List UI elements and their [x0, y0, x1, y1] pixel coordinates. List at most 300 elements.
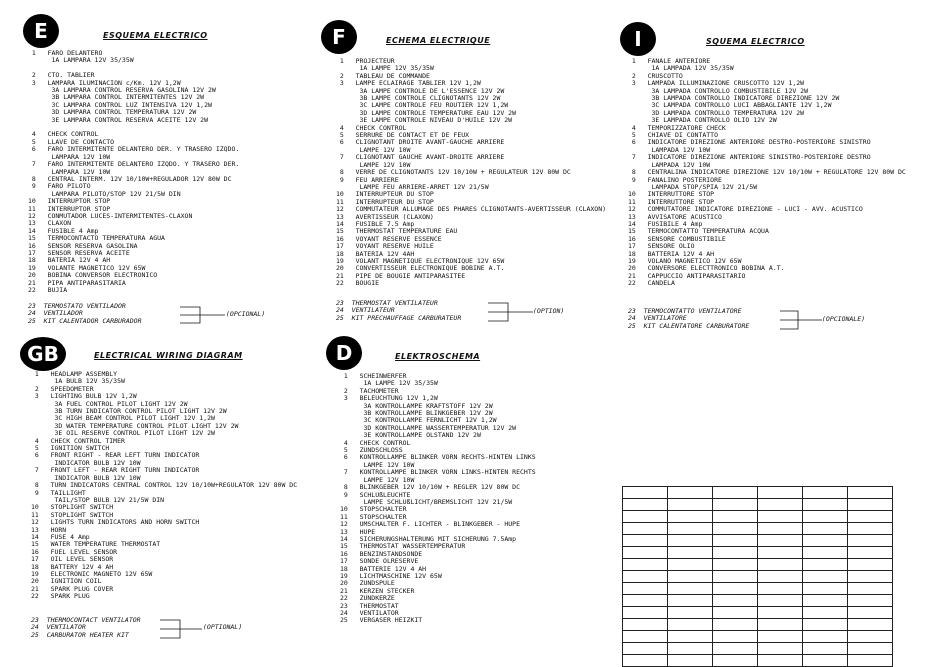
table-cell	[623, 535, 668, 547]
list-item: 9 TAILLIGHT	[31, 488, 86, 497]
list-item: 5 SERRURE DE CONTACT ET DE FEUX	[336, 131, 470, 140]
table-cell	[668, 499, 713, 511]
list-item: 14 FUSIBLE 4 Amp	[28, 226, 99, 235]
optional-item: 24 VENTILADOR	[28, 309, 83, 318]
table-cell	[623, 631, 668, 643]
table-cell	[848, 535, 893, 547]
list-item: 20 CONVERSORE ELECTTRONICO BOBINA A.T.	[628, 264, 785, 273]
table-cell	[668, 619, 713, 631]
list-item: 10 STOPLIGHT SWITCH	[31, 503, 114, 512]
table-cell	[758, 523, 803, 535]
table-cell	[848, 643, 893, 655]
table-cell	[848, 631, 893, 643]
list-item: 20 BOBINA CONVERSOR ELECTRONICO	[28, 271, 158, 280]
table-row	[623, 607, 893, 619]
table-cell	[713, 535, 758, 547]
list-item: 7 FARO INTERMITENTE DELANTERO IZQDO. Y TRASERO DER.	[28, 160, 240, 169]
table-cell	[668, 655, 713, 667]
table-cell	[713, 487, 758, 499]
list-item: 4 TEMPORIZZATORE CHECK	[628, 123, 726, 132]
optional-list	[28, 303, 142, 325]
list-item: 1 SCHEINWERFER	[340, 372, 407, 380]
table-cell	[623, 619, 668, 631]
table-cell	[713, 499, 758, 511]
list-item: LAMPARA 12V 10W	[28, 167, 111, 176]
list-item: 4 CHECK CONTROL	[336, 123, 407, 132]
table-cell	[803, 631, 848, 643]
list-item: 5 IGNITION SWITCH	[31, 444, 110, 453]
list-item: 12 COMMUTATORE INDICATORE DIREZIONE - LUCI - AVV. ACUSTICO	[628, 205, 863, 214]
list-item: 3E LAMPADA CONTROLLO OLIO 12V 2W	[628, 116, 777, 125]
list-item: 11 STOPSCHALTER	[340, 512, 407, 521]
table-cell	[848, 619, 893, 631]
list-item: 3B LAMPE CONTROLE CLIGNOTANTS 12V 2W	[336, 94, 501, 103]
list-item: 6 CLIGNOTANT DROITE AVANT-GAUCHE ARRIERE	[336, 138, 505, 147]
list-item: LAMPADA STOP/SPIA 12V 21/5W	[628, 182, 758, 191]
list-item: 7 KONTROLLAMPE BLINKER VORN LINKS-HINTEN RECHTS	[340, 468, 536, 477]
list-item: 25 VERGASER HEIZKIT	[340, 616, 423, 625]
table-cell	[803, 511, 848, 523]
table-cell	[758, 535, 803, 547]
optional-list	[336, 300, 461, 322]
list-item: 2 TACHOMETER	[340, 386, 399, 395]
optional-item: 25 KIT PRECHAUFFAGE CARBURATEUR	[336, 313, 462, 322]
component-list	[31, 371, 297, 601]
list-item: 2 CTO. TABLIER	[28, 71, 95, 80]
list-item: 9 FARO PILOTO	[28, 182, 91, 191]
table-cell	[803, 607, 848, 619]
table-cell	[848, 523, 893, 535]
list-item: 3C LAMPE CONTROLE FEU ROUTIER 12V 1,2W	[336, 101, 509, 110]
table-cell	[623, 487, 668, 499]
list-item: 3D LAMPARA CONTROL TEMPERATURA 12V 2W	[28, 108, 197, 117]
table-cell	[668, 631, 713, 643]
list-item: 4 CHECK CONTROL	[28, 130, 99, 139]
list-item: LAMPE 12V 10W	[340, 460, 415, 469]
optional-list	[31, 617, 141, 639]
list-item: INDICATOR BULB 12V 10W	[31, 458, 141, 467]
table-row	[623, 511, 893, 523]
list-item: 3 BELEUCHTUNG 12V 1,2W	[340, 394, 438, 403]
list-item: 19 VOLANTE MAGNETICO 12V 65W	[28, 263, 146, 272]
table-cell	[803, 487, 848, 499]
list-item: 3A KONTROLLAMPE KRAFTSTOFF 12V 2W	[340, 401, 493, 410]
optional-item: 23 THERMOCONTACT VENTILATOR	[31, 616, 141, 624]
list-item: 15 THERMOSTAT TEMPERATURE EAU	[336, 227, 458, 236]
table-cell	[668, 583, 713, 595]
panel-title: ELECTRICAL WIRING DIAGRAM	[94, 351, 243, 360]
optional-item: 25 KIT CALENTADOR CARBURADOR	[28, 316, 142, 325]
list-item: 3 LAMPADA ILLUMINAZIONE CRUSCOTTO 12V 1,2W	[628, 79, 805, 88]
table-cell	[623, 547, 668, 559]
list-item: 13 AVVISATORE ACUSTICO	[628, 212, 722, 221]
table-cell	[668, 559, 713, 571]
list-item: 3A FUEL CONTROL PILOT LIGHT 12V 2W	[31, 399, 188, 408]
table-cell	[713, 511, 758, 523]
list-item: 8 BLINKGEBER 12V 10/10W + REGLER 12V 80W DC	[340, 483, 521, 492]
table-cell	[713, 643, 758, 655]
list-item: 12 CONMUTADOR LUCES-INTERMITENTES-CLAXON	[28, 211, 193, 220]
list-item: 12 LIGHTS TURN INDICATORS AND HORN SWITCH	[31, 518, 200, 527]
table-row	[623, 499, 893, 511]
list-item: 2 SPEEDOMETER	[31, 384, 94, 393]
list-item: 3 LAMPE ECLAIRAGE TABLIER 12V 1,2W	[336, 79, 481, 88]
table-cell	[803, 559, 848, 571]
table-row	[623, 643, 893, 655]
table-cell	[713, 559, 758, 571]
list-item: TAIL/STOP BULB 12V 21/5W DIN	[31, 495, 165, 504]
list-item: 4 CHECK CONTROL TIMER	[31, 436, 125, 445]
table-cell	[668, 523, 713, 535]
table-row	[623, 547, 893, 559]
table-cell	[848, 511, 893, 523]
optional-item: 25 CARBURATOR HEATER KIT	[31, 630, 129, 639]
list-item: 2 TABLEAU DE COMMANDE	[336, 71, 430, 80]
table-row	[623, 595, 893, 607]
list-item: 18 BATTERIA 12V 4 AH	[628, 249, 715, 258]
list-item: 9 FEU ARRIERE	[336, 175, 399, 184]
list-item: 1 HEADLAMP ASSEMBLY	[31, 370, 118, 378]
table-cell	[803, 595, 848, 607]
list-item: LAMPE FEU ARRIERE-ARRET 12V 21/5W	[336, 182, 489, 191]
list-item: 3D LAMPADA CONTROLLO TEMPERATURA 12V 2W	[628, 108, 805, 117]
table-cell	[623, 643, 668, 655]
optional-label: (OPTION)	[533, 307, 565, 315]
list-item: 9 FANALINO POSTERIORE	[628, 175, 722, 184]
table-cell	[713, 571, 758, 583]
table-cell	[623, 607, 668, 619]
panel-title: ESQUEMA ELECTRICO	[103, 31, 208, 40]
table-cell	[668, 643, 713, 655]
list-item: 6 FRONT RIGHT - REAR LEFT TURN INDICATOR	[31, 451, 200, 460]
list-item: 7 FRONT LEFT - REAR RIGHT TURN INDICATOR	[31, 466, 200, 475]
list-item: 1A BULB 12V 35/35W	[31, 377, 125, 386]
component-list	[28, 50, 239, 294]
table-cell	[623, 511, 668, 523]
list-item: 1 FANALE ANTERIORE	[628, 57, 711, 65]
list-item: 9 SCHLUßLEUCHTE	[340, 490, 411, 499]
list-item: 3B KONTROLLAMPE BLINKGEBER 12V 2W	[340, 409, 493, 418]
list-item: 16 FUEL LEVEL SENSOR	[31, 547, 118, 556]
list-item: 21 PIPA ANTIPARASITARIA	[28, 278, 126, 287]
language-badge: I	[620, 22, 656, 56]
list-item: 20 CONVERTISSEUR ELECTRONIQUE BOBINE A.T.	[336, 264, 505, 273]
table-cell	[848, 499, 893, 511]
table-cell	[713, 595, 758, 607]
list-item: 3C LAMPADA CONTROLLO LUCI ABBAGLIANTE 12V 1,2W	[628, 101, 832, 110]
list-item: LAMPADA 12V 10W	[628, 160, 711, 169]
list-item: 21 CAPPUCCIO ANTIPARASITARIO	[628, 271, 746, 280]
table-cell	[758, 571, 803, 583]
list-item: 14 FUSIBLE 7.5 Amp	[336, 219, 415, 228]
table-cell	[668, 595, 713, 607]
list-item: 16 SENSOR RESERVA GASOLINA	[28, 241, 138, 250]
table-cell	[668, 571, 713, 583]
list-item: 2 CRUSCOTTO	[628, 71, 683, 80]
list-item: 13 HUPE	[340, 527, 376, 536]
table-cell	[713, 607, 758, 619]
table-cell	[848, 607, 893, 619]
table-body	[623, 487, 893, 667]
table-cell	[848, 595, 893, 607]
list-item: 3B LAMPARA CONTROL INTERMITENTES 12V 2W	[28, 93, 205, 102]
panel-title: SQUEMA ELECTRICO	[706, 37, 805, 46]
optional-bracket	[180, 305, 230, 325]
component-list	[628, 58, 906, 288]
list-item: 21 PIPE DE BOUGIE ANTIPARASITEE	[336, 271, 466, 280]
list-item: 16 BENZINSTANDSONDE	[340, 549, 423, 558]
table-cell	[713, 631, 758, 643]
list-item: 12 UMSCHALTER F. LICHTER - BLINKGEBER - HUPE	[340, 520, 521, 529]
list-item: 10 STOPSCHALTER	[340, 505, 407, 514]
language-badge: E	[23, 14, 59, 48]
list-item: 22 ZUNDKERZE	[340, 594, 395, 603]
optional-list	[628, 308, 749, 330]
list-item: 8 VERRE DE CLIGNOTANTS 12V 10/10W + REGULATEUR 12V 80W DC	[336, 168, 571, 177]
list-item: 6 KONTROLLAMPE BLINKER VORN RECHTS-HINTEN LINKS	[340, 453, 536, 462]
list-item: 19 VOLANO MAGNETICO 12V 65W	[628, 256, 742, 265]
list-item: 3C KONTROLLAMPE FERNLICHT 12V 1,2W	[340, 416, 497, 425]
table-cell	[803, 619, 848, 631]
table-cell	[713, 655, 758, 667]
list-item: INDICATOR BULB 12V 10W	[31, 473, 141, 482]
table-cell	[623, 559, 668, 571]
list-item: 8 CENTRALINA INDICATORE DIREZIONE 12V 10/10W + REGULATORE 12V 80W DC	[628, 168, 906, 177]
table-cell	[758, 643, 803, 655]
list-item: 6 INDICATORE DIREZIONE ANTERIORE DESTRO-POSTERIORE SINISTRO	[628, 138, 871, 147]
list-item: 6 FARO INTERMITENTE DELANTERO DER. Y TRASERO IZQDO.	[28, 145, 240, 154]
table-cell	[803, 523, 848, 535]
table-cell	[803, 535, 848, 547]
list-item: 17 SONDE OLRESERVE	[340, 557, 419, 566]
table-cell	[713, 523, 758, 535]
language-badge: F	[321, 20, 357, 54]
list-item: 24 VENTILATOR	[340, 609, 399, 617]
list-item: 12 COMMUTATEUR ALLUMAGE DES PHARES CLIGNOTANTS-AVERTISSEUR (CLAXON)	[336, 205, 607, 214]
list-item: 7 INDICATORE DIREZIONE ANTERIORE SINISTRO-POSTERIORE DESTRO	[628, 153, 871, 162]
optional-item: 24 VENTILATEUR	[336, 306, 395, 315]
list-item: 3D WATER TEMPERATURE CONTROL PILOT LIGHT 12V 2W	[31, 421, 239, 430]
list-item: 22 CANDELA	[628, 279, 675, 288]
list-item: 10 INTERRUPTEUR DU STOP	[336, 190, 434, 199]
optional-bracket	[488, 301, 538, 323]
list-item: LAMPE 12V 10W	[340, 475, 415, 484]
table-row	[623, 583, 893, 595]
list-item: 3 LAMPARA ILUMINACION c/Km. 12V 1,2W	[28, 78, 181, 87]
list-item: 1 FARO DELANTERO	[28, 49, 103, 57]
list-item: 15 WATER TEMPERATURE THERMOSTAT	[31, 540, 161, 549]
list-item: 3A LAMPARA CONTROL RESERVA GASOLINA 12V 2W	[28, 86, 216, 95]
table-cell	[668, 487, 713, 499]
list-item: 11 INTERRUTTORE STOP	[628, 197, 715, 206]
table-cell	[758, 499, 803, 511]
list-item: LAMPE SCHLUßLICHT/BREMSLICHT 12V 21/5W	[340, 497, 513, 506]
list-item: 18 BATTERY 12V 4 AH	[31, 562, 114, 571]
list-item: 11 STOPLIGHT SWITCH	[31, 510, 114, 519]
list-item: 10 INTERRUTTORE STOP	[628, 190, 715, 199]
table-cell	[713, 547, 758, 559]
list-item: 17 SENSOR RESERVA ACEITE	[28, 248, 130, 257]
list-item: 3A LAMPE CONTROLE DE L'ESSENCE 12V 2W	[336, 86, 505, 95]
optional-item: 25 KIT CALENTATORE CARBURATORE	[628, 321, 750, 330]
list-item: 3C LAMPARA CONTROL LUZ INTENSIVA 12V 1,2W	[28, 100, 212, 109]
list-item: 21 SPARK PLUG COVER	[31, 584, 114, 593]
component-list	[340, 373, 536, 625]
table-cell	[803, 571, 848, 583]
panel-title: ECHEMA ELECTRIQUE	[386, 36, 491, 45]
table-cell	[803, 643, 848, 655]
language-badge: GB	[20, 337, 66, 371]
list-item: 4 CHECK CONTROL	[340, 438, 411, 447]
list-item: 22 BUJIA	[28, 286, 68, 294]
list-item: 3E KONTROLLAMPE OLSTAND 12V 2W	[340, 431, 481, 440]
list-item: 1A LAMPE 12V 35/35W	[340, 379, 438, 388]
table-cell	[803, 499, 848, 511]
optional-label: (OPTIONAL)	[203, 623, 243, 631]
list-item: 1A LAMPADA 12V 35/35W	[628, 64, 734, 73]
list-item: 13 HORN	[31, 525, 67, 534]
optional-label: (OPCIONALE)	[822, 315, 866, 323]
optional-label: (OPCIONAL)	[226, 310, 266, 318]
list-item: 15 THERMOSTAT WASSERTEMPERATUR	[340, 542, 466, 551]
list-item: 11 INTERRUPTEUR DU STOP	[336, 197, 434, 206]
list-item: 16 VOYANT RESERVE ESSENCE	[336, 234, 442, 243]
list-item: 20 ZUNDSPULE	[340, 579, 395, 588]
table-row	[623, 487, 893, 499]
table-row	[623, 619, 893, 631]
table-cell	[623, 523, 668, 535]
table-row	[623, 655, 893, 667]
list-item: LAMPADA 12V 10W	[628, 145, 711, 154]
list-item: 3D KONTROLLAMPE WASSERTEMPERATUR 12V 2W	[340, 423, 517, 432]
list-item: LAMPARA 12V 10W	[28, 152, 111, 161]
table-cell	[848, 547, 893, 559]
table-cell	[623, 571, 668, 583]
table-cell	[758, 631, 803, 643]
list-item: 5 CHIAVE DI CONTATTO	[628, 131, 719, 140]
table-cell	[848, 655, 893, 667]
list-item: 16 SENSORE COMBUSTIBILE	[628, 234, 726, 243]
table-row	[623, 535, 893, 547]
list-item: 18 BATERIA 12V 4AH	[336, 249, 415, 258]
optional-item: 23 TERMOSTATO VENTILADOR	[28, 302, 126, 310]
table-cell	[623, 583, 668, 595]
list-item: 14 FUSIBILE 4 Amp	[628, 219, 703, 228]
list-item: 3E LAMPARA CONTROL RESERVA ACEITE 12V 2W	[28, 115, 209, 124]
optional-item: 24 VENTILATORE	[628, 314, 687, 323]
table-cell	[713, 619, 758, 631]
list-item: 17 OIL LEVEL SENSOR	[31, 555, 114, 564]
list-item: 14 FUSE 4 Amp	[31, 532, 90, 541]
table-cell	[623, 595, 668, 607]
list-item: 3B TURN INDICATOR CONTROL PILOT LIGHT 12V 2W	[31, 407, 227, 416]
list-item: 19 VOLANT MAGNETIQUE ELECTRONIQUE 12V 65W	[336, 256, 505, 265]
table-cell	[803, 547, 848, 559]
list-item: 5 LLAVE DE CONTACTO	[28, 137, 115, 146]
table-cell	[758, 607, 803, 619]
component-list	[336, 58, 606, 288]
table-cell	[758, 655, 803, 667]
table-cell	[758, 511, 803, 523]
list-item: 20 IGNITION COIL	[31, 577, 102, 586]
table-cell	[758, 583, 803, 595]
list-item: 3E OIL RESERVE CONTROL PILOT LIGHT 12V 2W	[31, 429, 215, 438]
list-item: 7 CLIGNOTANT GAUCHE AVANT-DROITE ARRIERE	[336, 153, 505, 162]
list-item: 19 ELECTRONIC MAGNETO 12V 65W	[31, 569, 153, 578]
table-cell	[848, 559, 893, 571]
list-item: 21 KERZEN STECKER	[340, 586, 415, 595]
list-item: 15 TERMOCONTACTO TEMPERATURA AGUA	[28, 234, 165, 243]
blank-grid-table	[622, 486, 893, 667]
table-cell	[713, 583, 758, 595]
table-cell	[758, 559, 803, 571]
list-item: 18 BATTERIE 12V 4 AH	[340, 564, 427, 573]
list-item: 3 LIGHTING BULB 12V 1,2W	[31, 392, 137, 401]
list-item: 5 ZUNDSCHLOSS	[340, 446, 403, 455]
table-row	[623, 523, 893, 535]
list-item: 18 BATERIA 12V 4 AH	[28, 256, 111, 265]
list-item: LAMPE 12V 10W	[336, 145, 411, 154]
language-badge: D	[326, 336, 362, 370]
table-row	[623, 559, 893, 571]
list-item: 15 TERMOCONTATTO TEMPERATURA ACQUA	[628, 227, 769, 236]
table-cell	[848, 571, 893, 583]
list-item: 1A LAMPE 12V 35/35W	[336, 64, 434, 73]
table-cell	[803, 655, 848, 667]
list-item: 3E LAMPE CONTROLE NIVEAU D'HUILE 12V 2W	[336, 116, 513, 125]
list-item: 3A LAMPADA CONTROLLO COMBUSTIBILE 12V 2W	[628, 86, 809, 95]
list-item: 10 INTERRUPTOR STOP	[28, 197, 111, 206]
list-item: 3B LAMPADA CONTROLLO INDICATORE DIREZIONE 12V 2W	[628, 94, 840, 103]
list-item: 23 THERMOSTAT	[340, 601, 399, 610]
table-cell	[623, 499, 668, 511]
list-item: 3D LAMPE CONTROLE TEMPERATURE EAU 12V 2W	[336, 108, 517, 117]
list-item: 19 LICHTMASCHINE 12V 65W	[340, 571, 442, 580]
table-cell	[668, 535, 713, 547]
table-row	[623, 631, 893, 643]
optional-item: 23 THERMOSTAT VENTILATEUR	[336, 299, 438, 307]
list-item: 8 CENTRAL INTERM. 12V 10/10W+REGULADOR 12V 80W DC	[28, 174, 232, 183]
table-cell	[668, 607, 713, 619]
list-item: 22 BOUGIE	[336, 279, 380, 288]
list-item: 1 PROJECTEUR	[336, 57, 395, 65]
table-cell	[848, 487, 893, 499]
table-row	[623, 571, 893, 583]
panel-title: ELEKTROSCHEMA	[395, 352, 481, 361]
table-cell	[758, 547, 803, 559]
table-cell	[668, 511, 713, 523]
list-item: 13 CLAXON	[28, 219, 72, 228]
list-item: 8 TURN INDICATORS CENTRAL CONTROL 12V 10/10W+REGULATOR 12V 80W DC	[31, 481, 298, 490]
optional-item: 24 VENTILATOR	[31, 623, 86, 632]
list-item: 17 VOYANT RESERVE HUILE	[336, 242, 434, 251]
list-item: 11 INTERRUPTOR STOP	[28, 204, 111, 213]
list-item: 3C HIGH BEAM CONTROL PILOT LIGHT 12V 1,2W	[31, 414, 215, 423]
table-cell	[803, 583, 848, 595]
table-cell	[758, 619, 803, 631]
list-item: 14 SICHERUNGSHALTERUNG MIT SICHERUNG 7.5Amp	[340, 534, 517, 543]
table-cell	[623, 655, 668, 667]
list-item: 1A LAMPARA 12V 35/35W	[28, 56, 134, 65]
table-cell	[848, 583, 893, 595]
list-item: 13 AVERTISSEUR (CLAXON)	[336, 212, 434, 221]
table-cell	[758, 487, 803, 499]
list-item: 17 SENSORE OLIO	[628, 242, 695, 251]
table-cell	[668, 547, 713, 559]
list-item: 22 SPARK PLUG	[31, 592, 90, 601]
table-cell	[758, 595, 803, 607]
list-item: LAMPARA PILOTO/STOP 12V 21/5W DIN	[28, 189, 181, 198]
